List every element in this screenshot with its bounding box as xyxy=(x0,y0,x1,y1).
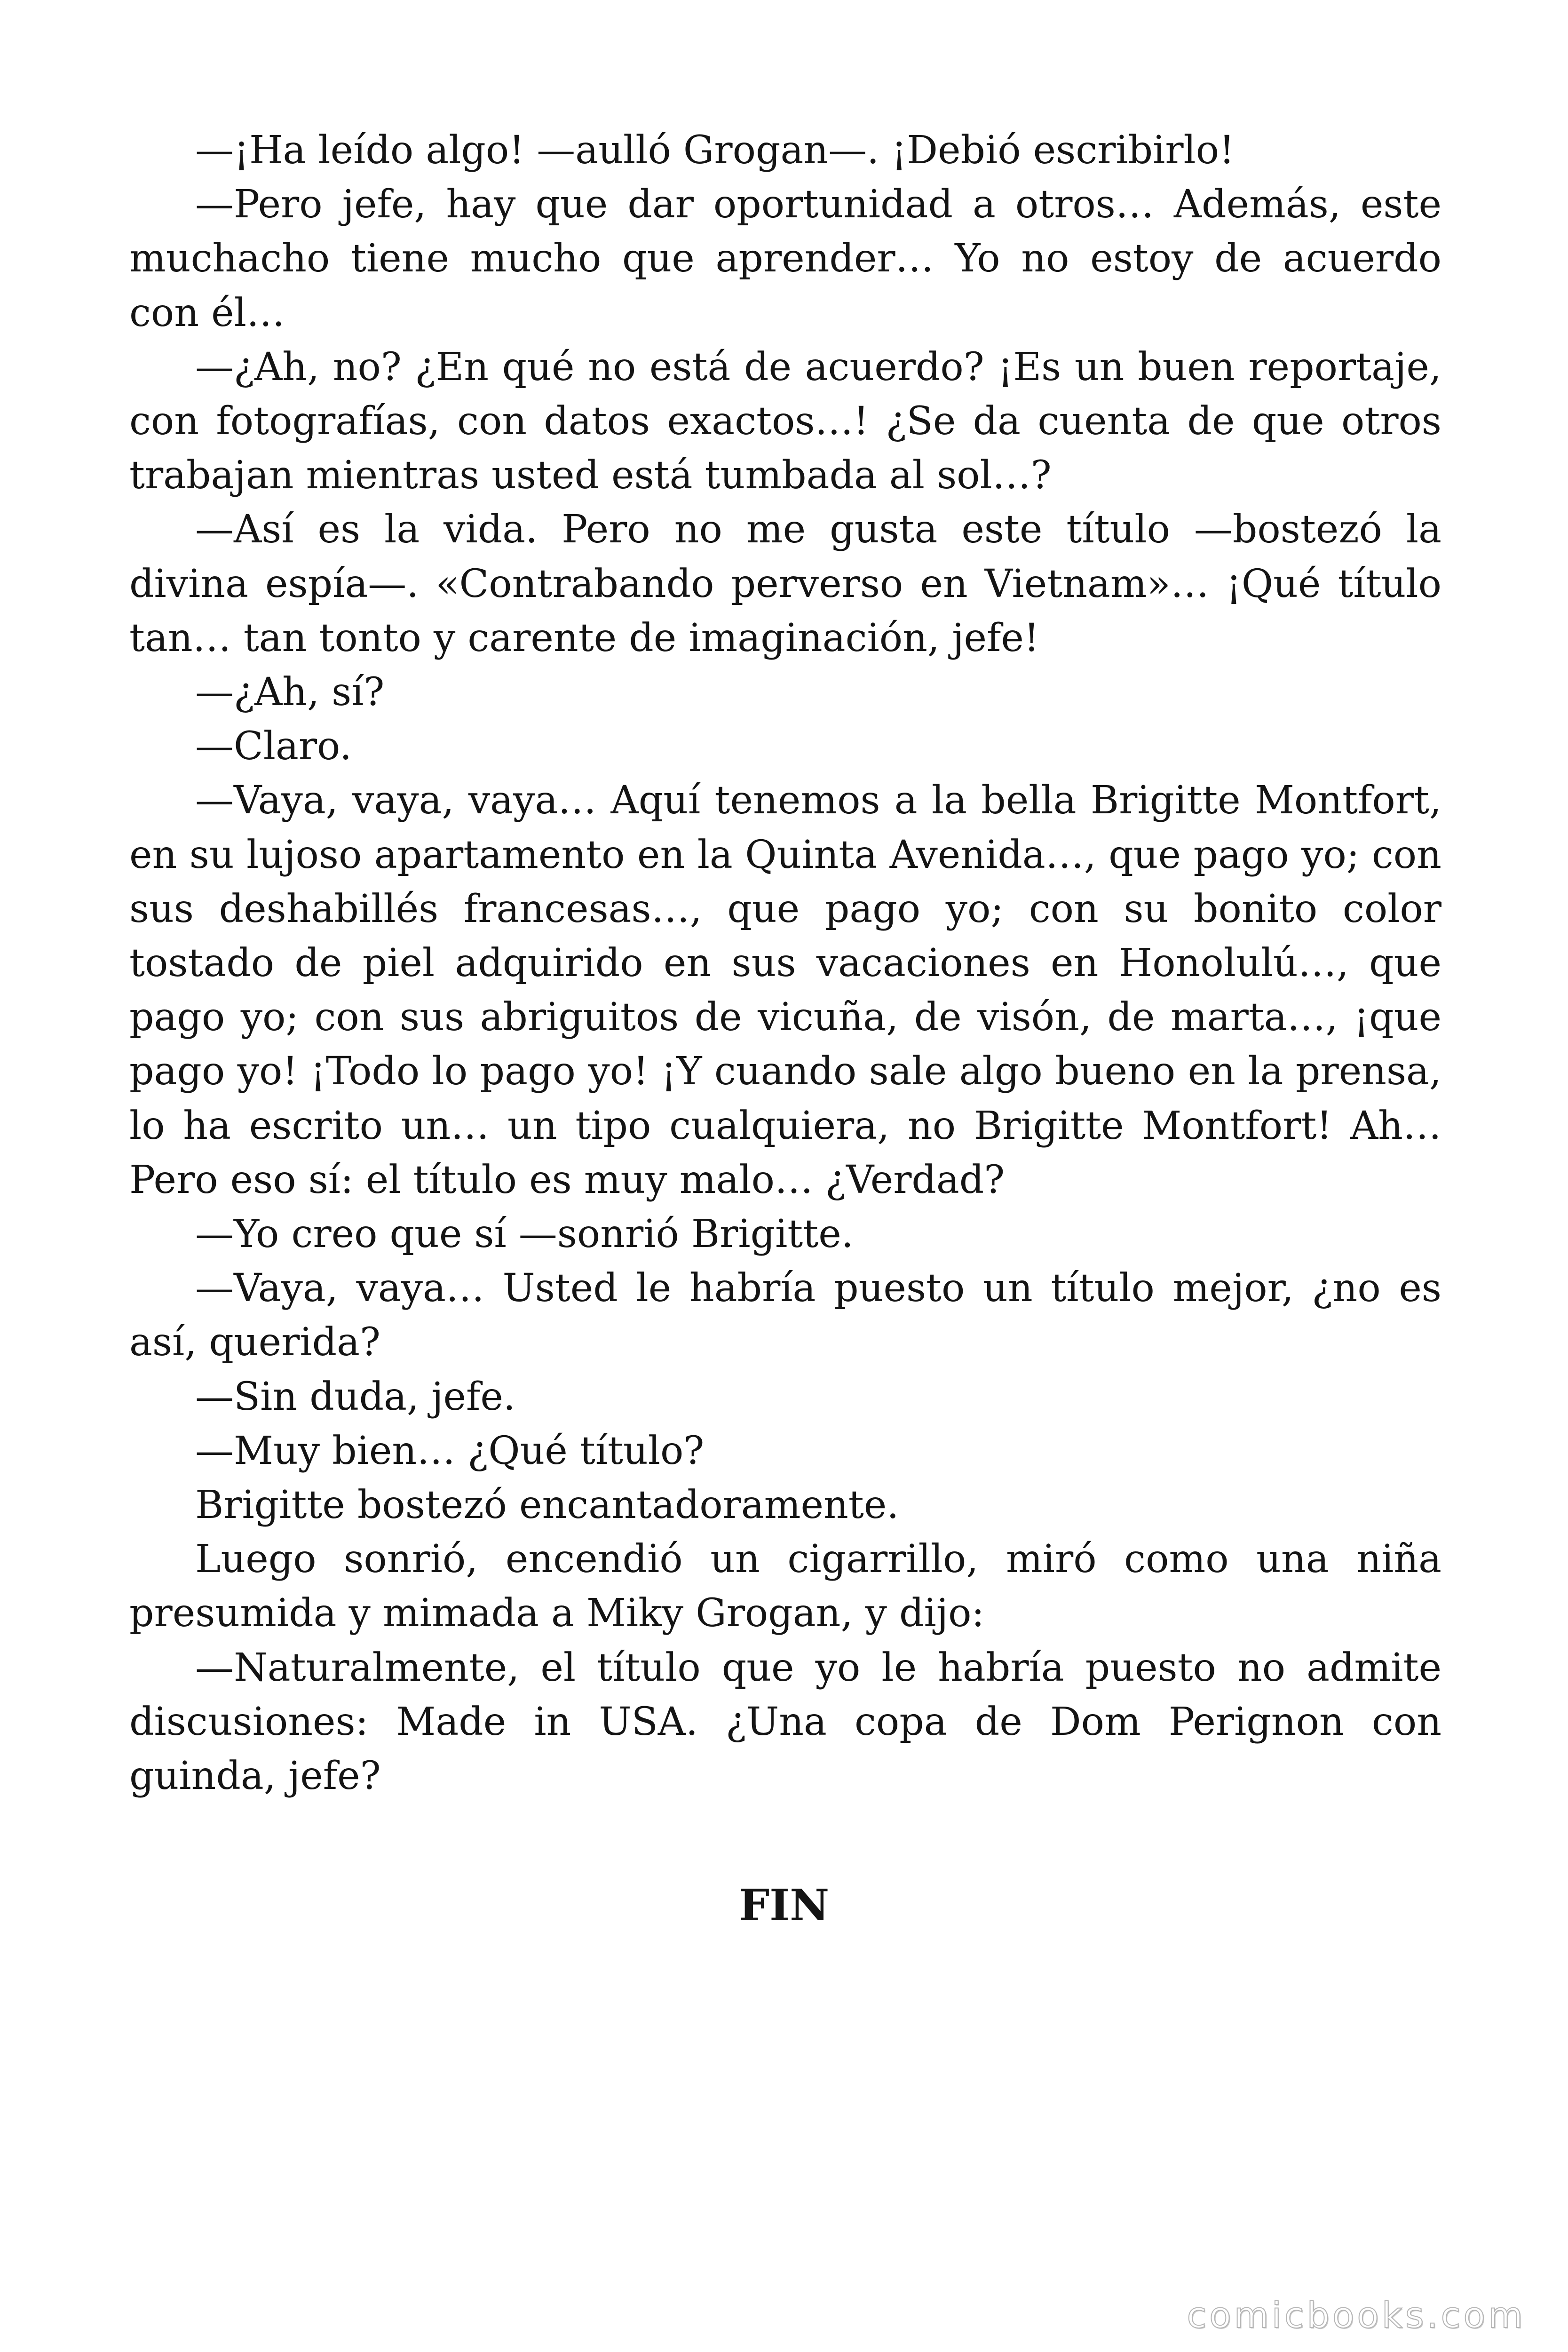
paragraph: —Así es la vida. Pero no me gusta este título —bostezó la divina espía—. «Contrabando perverso en Vietnam»… ¡Qué título tan… tan tonto y carente de imaginación, jefe! xyxy=(129,507,1441,660)
paragraph: —¿Ah, sí? xyxy=(195,670,385,715)
paragraph: —¿Ah, no? ¿En qué no está de acuerdo? ¡Es un buen reportaje, con fotografías, con datos exactos…! ¿Se da cuenta de que otros trabajan mientras usted está tumbada al sol…? xyxy=(129,344,1441,498)
paragraph: —Yo creo que sí —sonrió Brigitte. xyxy=(195,1212,854,1257)
paragraph: —Naturalmente, el título que yo le habría puesto no admite discusiones: Made in USA. ¿Una copa de Dom Perignon con guinda, jefe? xyxy=(129,1645,1441,1799)
paragraph: —Sin duda, jefe. xyxy=(195,1374,515,1419)
paragraph: Brigitte bostezó encantadoramente. xyxy=(195,1483,899,1528)
paragraph: —Claro. xyxy=(195,724,352,769)
paragraph: —Muy bien… ¿Qué título? xyxy=(195,1428,705,1473)
paragraph: —¡Ha leído algo! —aulló Grogan—. ¡Debió escribirlo! xyxy=(195,128,1235,173)
end-heading: FIN xyxy=(738,1880,830,1931)
paragraph: —Vaya, vaya… Usted le habría puesto un título mejor, ¿no es así, querida? xyxy=(129,1266,1441,1365)
body-text xyxy=(129,123,1441,1803)
paragraph: Luego sonrió, encendió un cigarrillo, miró como una niña presumida y mimada a Miky Grogan, y dijo: xyxy=(129,1537,1441,1636)
watermark: comicbooks.com xyxy=(1187,2294,1526,2336)
paragraph: —Vaya, vaya, vaya… Aquí tenemos a la bella Brigitte Montfort, en su lujoso apartamento en la Quinta Avenida…, que pago yo; con sus deshabillés francesas…, que pago yo; con su bonito color tostado de piel adquirido en sus vacaciones en Honolulú…, que pago yo; con sus abriguitos de vicuña, de visón, de marta…, ¡que pago yo! ¡Todo lo pago yo! ¡Y cuando sale algo bueno en la prensa, lo ha escrito un… un tipo cualquiera, no Brigitte Montfort! Ah… Pero eso sí: el título es muy malo… ¿Verdad? xyxy=(129,778,1441,1202)
paragraph: —Pero jefe, hay que dar oportunidad a otros… Además, este muchacho tiene mucho que aprender… Yo no estoy de acuerdo con él… xyxy=(129,182,1441,335)
